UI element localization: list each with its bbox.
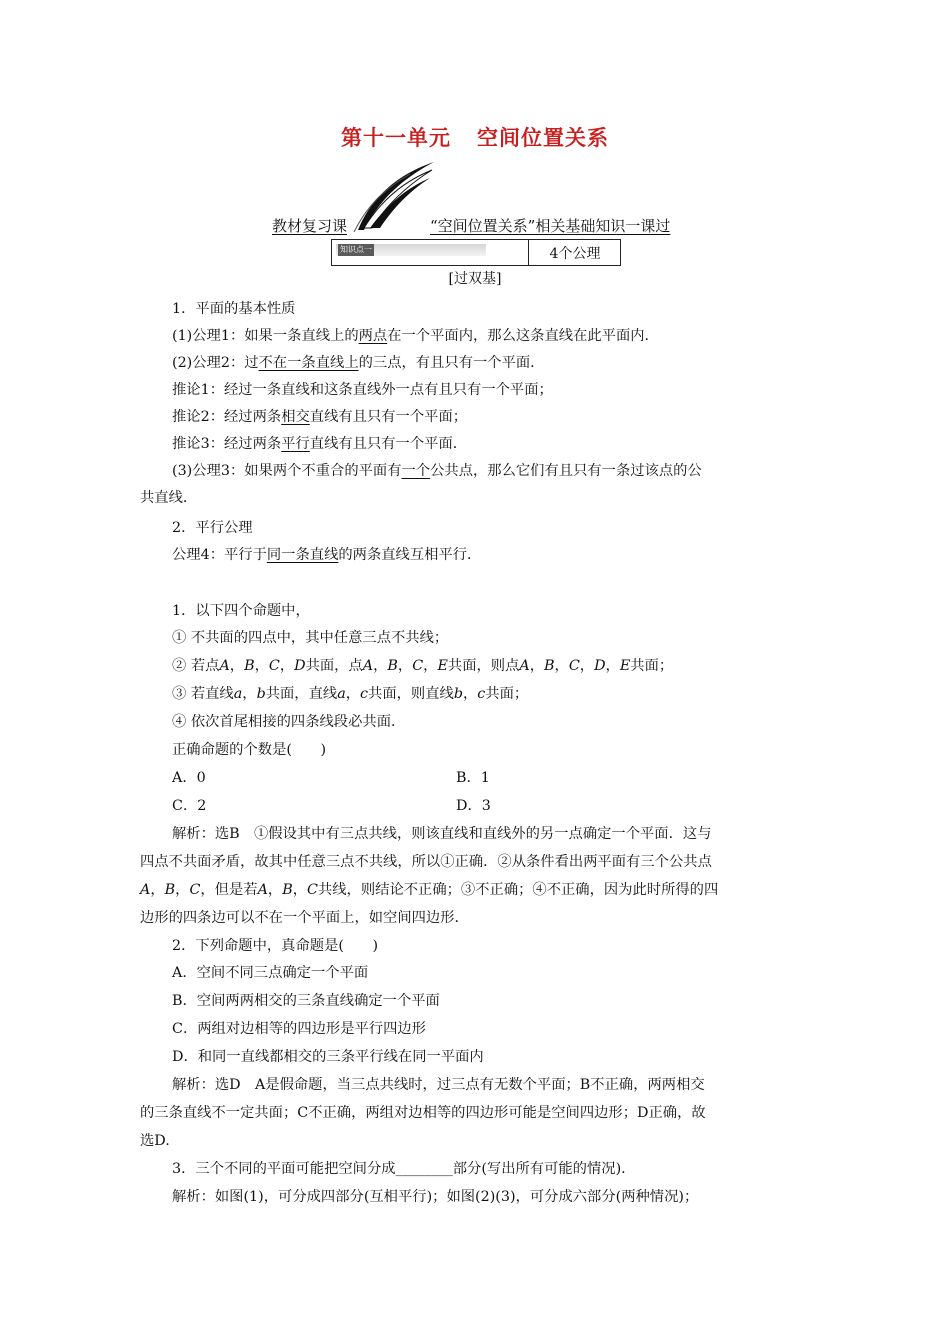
text-span: 2．平行公理 [172, 520, 253, 536]
text-span: 的两条直线互相平行． [338, 547, 482, 563]
text-line [172, 326, 659, 346]
text-line [172, 1075, 705, 1095]
text-span: B [544, 658, 555, 674]
text-span: ， [554, 658, 569, 674]
text-span: B [244, 658, 255, 674]
text-line [172, 407, 467, 427]
text-span: B．空间两两相交的三条直线确定一个平面 [172, 993, 440, 1009]
text-span: 直线有且只有一个平面． [309, 436, 468, 452]
text-span: c [477, 686, 486, 702]
text-span: (1)公理1：如果一条直线上的 [172, 328, 359, 344]
text-span: b [453, 686, 463, 702]
text-span: 共面，直线 [265, 686, 338, 702]
text-span: A [140, 882, 151, 898]
text-span: c [360, 686, 369, 702]
text-span: 的三条直线不一定共面；C不正确，两组对边相等的四边形可能是空间四边形；D正确，故 [140, 1105, 706, 1121]
text-line [172, 740, 326, 760]
text-line [172, 380, 553, 400]
text-span: ， [242, 686, 257, 702]
text-line [172, 518, 253, 538]
text-span: D [594, 658, 606, 674]
text-span: ， [462, 686, 478, 702]
unit-topic: 空间位置关系 [477, 126, 609, 150]
knowledge-point-tag: 知识点一 [336, 244, 486, 256]
text-line [140, 852, 712, 872]
section-label: [过双基] [448, 271, 502, 287]
text-span: 共直线． [140, 490, 198, 506]
text-line [140, 1103, 706, 1123]
text-line [172, 299, 295, 319]
text-span: ③ 若直线 [172, 686, 234, 702]
text-span: (2)公理2：过 [172, 355, 259, 371]
text-span: 边形的四条边可以不在一个平面上，如空间四边形． [140, 910, 469, 926]
text-span: 四点不共面矛盾，故其中任意三点不共线，所以①正确．②从条件看出两平面有三个公共点 [140, 854, 712, 870]
text-line [172, 712, 405, 732]
text-span: A．空间不同三点确定一个平面 [172, 965, 369, 981]
text-line [172, 768, 206, 788]
text-span: C [412, 658, 424, 674]
knowledge-point-box [331, 239, 621, 266]
text-span: ， [423, 658, 438, 674]
text-line [172, 461, 702, 481]
unit-number: 第十一单元 [341, 126, 451, 150]
text-line [172, 1019, 426, 1039]
text-span: 1．平面的基本性质 [172, 301, 296, 317]
text-span: a [337, 686, 346, 702]
text-span: 1．以下四个命题中， [172, 603, 310, 619]
text-span: ④ 依次首尾相接的四条线段必共面． [172, 714, 406, 730]
text-span: 共面； [485, 686, 529, 702]
text-span: 的三点，有且只有一个平面． [358, 355, 545, 371]
text-line [456, 796, 491, 816]
text-line [140, 1131, 170, 1151]
text-span: ， [345, 686, 361, 702]
text-span: ① 不共面的四点中，其中任意三点不共线； [172, 630, 449, 646]
lesson-subtitle: “空间位置关系”相关基础知识一课过 [430, 217, 671, 235]
text-span: C [268, 658, 280, 674]
text-span: D [294, 658, 306, 674]
text-span: C．两组对边相等的四边形是平行四边形 [172, 1021, 426, 1037]
text-line [140, 908, 469, 928]
text-span: 平行 [281, 436, 310, 452]
text-span: ， [267, 882, 283, 898]
text-span: 两点 [358, 328, 388, 344]
text-span: 共面； [630, 658, 674, 674]
text-line [172, 353, 544, 373]
text-span: 推论2：经过两条 [172, 409, 282, 425]
text-line [140, 488, 197, 508]
text-span: ， [373, 658, 388, 674]
text-span: 推论3：经过两条 [172, 436, 282, 452]
lesson-type: 教材复习课 [272, 217, 348, 235]
text-span: 正确命题的个数是( ) [172, 742, 327, 758]
text-line [172, 1187, 698, 1207]
text-line [172, 963, 368, 983]
text-span: B [164, 882, 176, 898]
text-span: A [219, 658, 230, 674]
text-span: ， [579, 658, 595, 674]
text-span: ，但是若 [200, 882, 258, 898]
text-span: 2．下列命题中，真命题是( ) [172, 938, 379, 954]
text-span: C [307, 882, 318, 898]
text-span: A [362, 658, 374, 674]
text-line [172, 1159, 635, 1179]
text-span: ② 若点 [172, 658, 220, 674]
text-span: ， [229, 658, 245, 674]
text-span: 共线，则结论不正确；③不正确；④不正确，因为此时所得的四 [317, 882, 719, 898]
text-span: C．2 [172, 798, 207, 814]
knowledge-point-label: 4个公理 [549, 246, 601, 262]
text-span: B [387, 658, 398, 674]
text-span: 公理4：平行于 [172, 547, 267, 563]
text-span: B [282, 882, 293, 898]
text-line [172, 936, 378, 956]
text-span: 相交 [281, 409, 310, 425]
text-span: 公共点，那么它们有且只有一条过该点的公 [430, 463, 702, 479]
text-span: ， [397, 658, 413, 674]
text-span: 不在一条直线上 [258, 355, 359, 371]
text-span: A [519, 658, 530, 674]
text-line [172, 684, 528, 704]
text-span: C [189, 882, 201, 898]
text-span: 共面，点 [305, 658, 363, 674]
text-span: 共面，则点 [447, 658, 520, 674]
text-span: 共面，则直线 [368, 686, 454, 702]
text-span: ， [529, 658, 545, 674]
text-span: D．3 [456, 798, 491, 814]
text-span: A [257, 882, 268, 898]
text-span: ， [292, 882, 308, 898]
text-span: a [233, 686, 243, 702]
text-line [172, 824, 712, 844]
text-span: (3)公理3：如果两个不重合的平面有 [172, 463, 402, 479]
text-line [172, 545, 481, 565]
text-span: 一个 [401, 463, 431, 479]
text-line [140, 880, 718, 900]
text-span: ， [279, 658, 295, 674]
text-span: A．0 [172, 770, 206, 786]
text-span: b [256, 686, 266, 702]
text-line [172, 1047, 484, 1067]
text-span: E [619, 658, 631, 674]
text-line [172, 628, 448, 648]
text-span: ， [175, 882, 190, 898]
text-span: ， [150, 882, 165, 898]
text-line [172, 656, 673, 676]
text-span: 直线有且只有一个平面； [309, 409, 468, 425]
text-span: B．1 [456, 770, 490, 786]
text-span: 解析：如图(1)，可分成四部分(互相平行)；如图(2)(3)，可分成六部分(两种情况)； [172, 1189, 699, 1205]
text-line [172, 434, 467, 454]
text-span: 解析：选B ①假设其中有三点共线，则该直线和直线外的另一点确定一个平面．这与 [172, 826, 712, 842]
text-span: 选D. [140, 1133, 170, 1149]
text-span: 同一条直线 [266, 547, 339, 563]
unit-title [0, 122, 950, 152]
text-span: ， [254, 658, 269, 674]
text-line [172, 991, 440, 1011]
text-line [172, 796, 206, 816]
text-span: E [437, 658, 448, 674]
text-span: 解析：选D A是假命题，当三点共线时，过三点有无数个平面；B不正确，两两相交 [172, 1077, 705, 1093]
text-span: ， [605, 658, 620, 674]
text-span: D．和同一直线都相交的三条平行线在同一平面内 [172, 1049, 484, 1065]
text-span: 3．三个不同的平面可能把空间分成________部分(写出所有可能的情况)． [172, 1161, 636, 1177]
text-line [456, 768, 490, 788]
text-span: C [568, 658, 580, 674]
text-span: 推论1：经过一条直线和这条直线外一点有且只有一个平面； [172, 382, 553, 398]
text-span: 在一个平面内，那么这条直线在此平面内． [387, 328, 659, 344]
text-line [172, 601, 310, 621]
swoosh-decoration-icon [350, 160, 436, 232]
